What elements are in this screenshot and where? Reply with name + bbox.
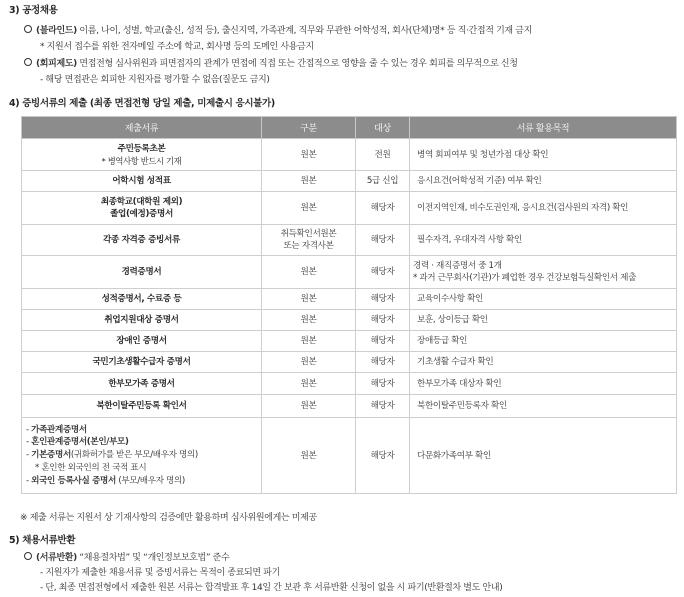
blind-item [24,23,532,36]
doc-cell: 북한이탈주민등록 확인서 [22,395,262,418]
target-cell: 해당자 [356,256,410,289]
doc-cell: 어학시험 성적표 [22,171,262,192]
purpose-cell: 이전지역인재, 비수도권인재, 응시요건(검사원의 자격) 확인 [410,192,677,225]
return-item [24,550,229,563]
circle-bullet-icon [24,25,32,33]
documents-table [21,116,677,494]
table-row [22,331,677,352]
doc-cell: 각종 자격증 증빙서류 [22,225,262,256]
purpose-cell: 한부모가족 대상자 확인 [410,373,677,395]
type-line-2: 또는 자격사본 [283,241,334,251]
basic-cert: 기본증명서 [31,450,71,461]
table-footnote: ※ 제출 서류는 지원서 상 기재사항의 검증에만 활용하며 심사위원에게는 미제공 [20,513,317,523]
blind-text: 이름, 나이, 성별, 학교(출신, 성적 등), 출신지역, 가족관계, 직무와 무관한 어학성적, 회사(단체)명* 등 직·간접적 기재 금지 [76,26,532,36]
purpose-cell: 병역 회피여부 및 청년가점 대상 확인 [410,139,677,171]
return-text: “채용절차법” 및 “개인정보보호법” 준수 [76,553,230,563]
target-cell: 해당자 [356,373,410,395]
purpose-cell: 보훈, 상이등급 확인 [410,310,677,331]
basic-cert-note: (귀화허가를 받은 부모/배우자 명의) [70,450,198,461]
doc-line: - 가족관계증명서 [26,424,87,435]
target-cell: 해당자 [356,352,410,373]
type-cell: 원본 [262,418,356,494]
table-row [22,256,677,289]
purpose-cell: 다문화가족여부 확인 [410,418,677,494]
type-cell [262,225,356,256]
avoid-note: - 해당 면접관은 회피한 지원자를 평가할 수 없음(질문도 금지) [40,75,270,85]
return-note-1: - 지원자가 제출한 채용서류 및 증빙서류는 목적이 종료되면 파기 [40,568,280,578]
doc-name-2: 졸업(예정)증명서 [110,209,173,219]
section3-title: 3) 공정채용 [9,5,58,16]
table-row [22,192,677,225]
doc-cell: 경력증명서 [22,256,262,289]
type-cell: 원본 [262,373,356,395]
doc-name: 주민등록초본 [117,143,166,154]
return-label: (서류반환) [36,553,77,563]
doc-sub: * 병역사항 반드시 기재 [101,155,182,166]
avoid-label: (회피제도) [36,59,77,69]
type-cell: 원본 [262,289,356,310]
target-cell: 해당자 [356,331,410,352]
table-row [22,139,677,171]
type-cell: 원본 [262,331,356,352]
target-cell: 해당자 [356,192,410,225]
table-row [22,352,677,373]
avoid-text: 면접전형 심사위원과 피면접자의 관계가 면접에 직접 또는 간접적으로 영향을 줄 수 있는 경우 회피를 의무적으로 신청 [76,59,518,69]
purpose-line-1: 경력 · 재직증명서 중 1개 [413,261,502,271]
blind-label: (블라인드) [36,26,77,36]
type-cell: 원본 [262,395,356,418]
table-row [22,395,677,418]
table-row [22,225,677,256]
doc-cell: 성적증명서, 수료증 등 [22,289,262,310]
doc-line: - 외국인 등록사실 증명서 (부모/배우자 명의) [26,475,185,486]
header-target: 대상 [356,117,410,139]
type-cell: 원본 [262,192,356,225]
doc-line: - 기본증명서(귀화허가를 받은 부모/배우자 명의) [26,450,198,461]
purpose-line-2: * 과거 근무회사(기관)가 폐업한 경우 건강보험득실확인서 제출 [413,273,637,283]
type-cell: 원본 [262,256,356,289]
target-cell: 해당자 [356,310,410,331]
doc-name: 최종학교(대학원 제외) [100,197,183,207]
marriage-cert: 혼인관계증명서(본인/부모) [31,437,129,448]
blind-note: * 지원서 접수를 위한 전자메일 주소에 학교, 회사명 등의 도메인 사용금지 [40,42,314,52]
header-type: 구분 [262,117,356,139]
target-cell: 5급 신입 [356,171,410,192]
family-cert: 가족관계증명서 [31,424,87,435]
purpose-cell: 기초생활 수급자 확인 [410,352,677,373]
table-row [22,171,677,192]
purpose-cell: 장애등급 확인 [410,331,677,352]
doc-cell: 한부모가족 증명서 [22,373,262,395]
section4-title: 4) 증빙서류의 제출 (최종 면접전형 당일 제출, 미제출시 응시불가) [9,98,275,109]
purpose-cell: 교육이수사항 확인 [410,289,677,310]
type-cell: 원본 [262,310,356,331]
doc-cell [22,192,262,225]
doc-cell: 국민기초생활수급자 증명서 [22,352,262,373]
alien-reg-note: (부모/배우자 명의) [115,475,185,486]
table-row [22,289,677,310]
section5-title: 5) 채용서류반환 [9,535,76,546]
purpose-cell: 필수자격, 우대자격 사항 확인 [410,225,677,256]
purpose-cell [410,256,677,289]
doc-cell: 취업지원대상 증명서 [22,310,262,331]
avoid-item [24,56,518,69]
table-header-row [22,117,677,139]
foreign-note: * 혼인한 외국인의 전 국적 표시 [35,462,147,473]
doc-cell: 장애인 증명서 [22,331,262,352]
type-cell: 원본 [262,171,356,192]
doc-line: - 혼인관계증명서(본인/부모) [26,437,129,448]
header-doc: 제출서류 [22,117,262,139]
target-cell: 해당자 [356,225,410,256]
purpose-cell: 북한이탈주민등록자 확인 [410,395,677,418]
return-note-2: - 단, 최종 면접전형에서 제출한 원본 서류는 합격발표 후 14일 간 보관 후 서류반환 신청이 없을 시 파기(반환절차 별도 안내) [40,583,503,593]
type-line-1: 취득확인서원본 [280,229,337,239]
type-cell: 원본 [262,139,356,171]
target-cell: 해당자 [356,395,410,418]
table-row [22,418,677,494]
alien-reg-cert: 외국인 등록사실 증명서 [31,475,116,486]
doc-cell [22,418,262,494]
target-cell: 전원 [356,139,410,171]
circle-bullet-icon [24,58,32,66]
table-row [22,310,677,331]
target-cell: 해당자 [356,289,410,310]
type-cell: 원본 [262,352,356,373]
table-row [22,373,677,395]
purpose-cell: 응시요건(어학성적 기준) 여부 확인 [410,171,677,192]
header-purpose: 서류 활용목적 [410,117,677,139]
target-cell: 해당자 [356,418,410,494]
circle-bullet-icon [24,552,32,560]
doc-cell [22,139,262,171]
